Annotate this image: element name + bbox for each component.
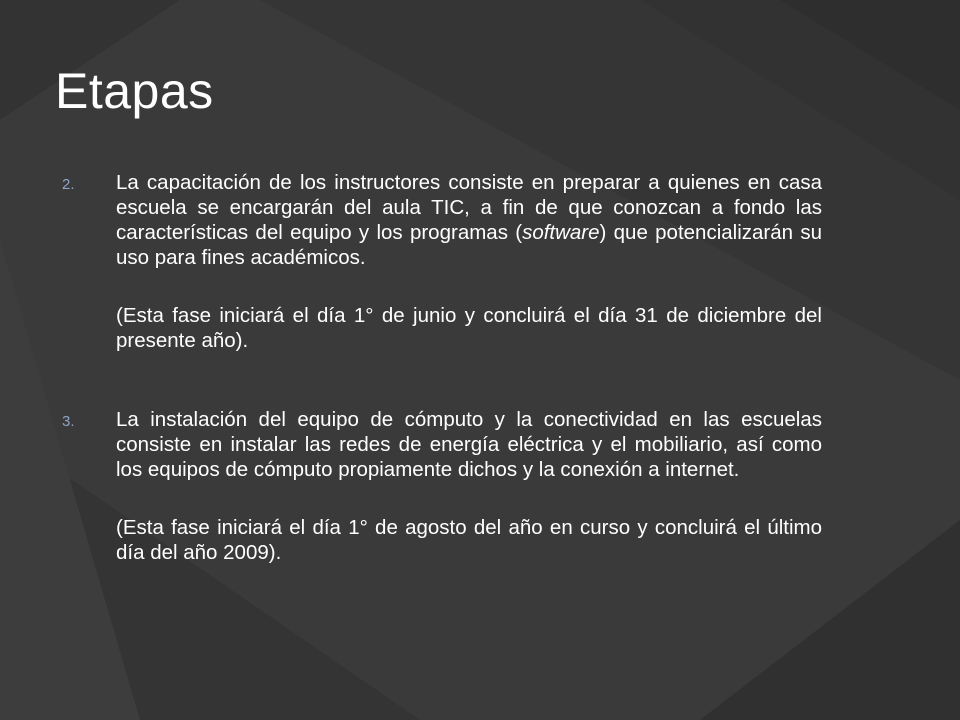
- list-item: [62, 407, 822, 565]
- list-item-text: La instalación del equipo de cómputo y la conectividad en las escuelas consiste en instalar las redes de energía eléctrica y el mobiliario, así como los equipos de cómputo propiamente dichos y la conexión a internet.: [116, 408, 822, 481]
- list-item-note: (Esta fase iniciará el día 1° de junio y concluirá el día 31 de diciembre del presente año).: [116, 304, 822, 352]
- list-item-note: (Esta fase iniciará el día 1° de agosto del año en curso y concluirá el último día del año 2009).: [116, 516, 822, 564]
- stage-list: [62, 170, 822, 565]
- text-segment: ) que potencializarán su uso para fines académicos.: [116, 221, 822, 269]
- list-number: 2.: [62, 176, 75, 193]
- list-number: 3.: [62, 413, 75, 430]
- slide-title: Etapas: [55, 63, 214, 119]
- list-item-text: [116, 170, 822, 270]
- text-segment: La capacitación de los instructores consiste en preparar a quienes en casa escuela se encargarán del aula TIC, a fin de que conozcan a fondo las características del equipo y los programas (: [116, 171, 822, 244]
- list-item: [62, 170, 822, 353]
- emphasized-term: software: [522, 221, 600, 244]
